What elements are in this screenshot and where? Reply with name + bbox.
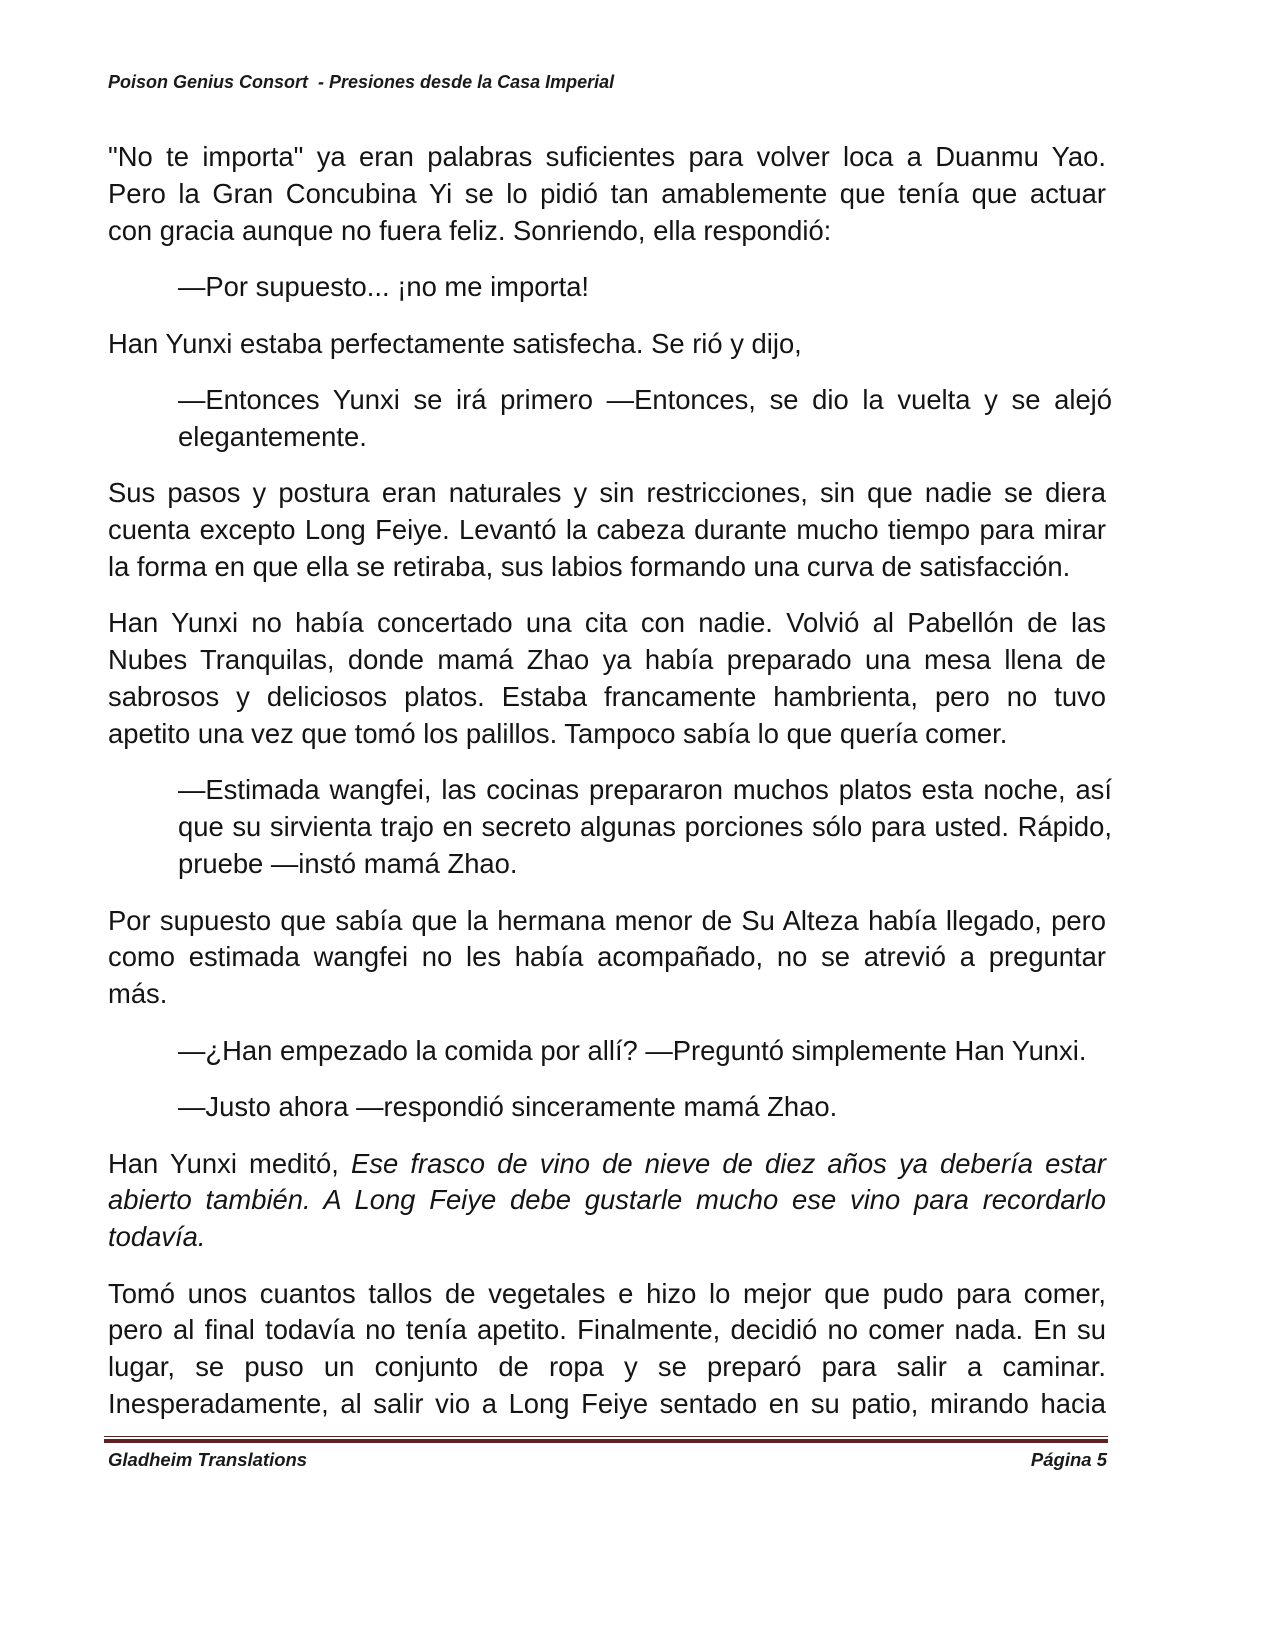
text-line: Pero la Gran Concubina Yi se lo pidió tan amablemente que tenía que actuar: [108, 177, 1106, 209]
text-line: Han Yunxi no había concertado una cita con nadie. Volvió al Pabellón de las: [108, 607, 1106, 639]
paragraph: [108, 326, 1106, 363]
italic-thought: Ese frasco de vino de nieve de diez años ya debería estar: [351, 1147, 1106, 1179]
running-header: Poison Genius Consort - Presiones desde la Casa Imperial: [108, 72, 615, 92]
text-line: la forma en que ella se retiraba, sus labios formando una curva de satisfacción.: [108, 550, 1071, 582]
text-line: —Por supuesto... ¡no me importa!: [178, 271, 590, 303]
text-line: Inesperadamente, al salir vio a Long Feiye sentado en su patio, mirando hacia: [108, 1388, 1106, 1420]
text-line: elegantemente.: [178, 420, 367, 452]
paragraph: [108, 605, 1106, 752]
dialogue-paragraph: [178, 1033, 1112, 1070]
text-line: Nubes Tranquilas, donde mamá Zhao ya había preparado una mesa llena de: [108, 644, 1106, 676]
paragraph: [108, 903, 1106, 1014]
page-number: Página 5: [1030, 1449, 1107, 1470]
text-line: como estimada wangfei no les había acompañado, no se atrevió a preguntar: [108, 941, 1106, 973]
text-line: Tomó unos cuantos tallos de vegetales e hizo lo mejor que pudo para comer,: [108, 1277, 1106, 1309]
paragraph: [108, 1276, 1106, 1423]
text-line: —Estimada wangfei, las cocinas prepararon muchos platos esta noche, así: [178, 774, 1112, 806]
text-line: pruebe —instó mamá Zhao.: [178, 848, 518, 880]
text-line: Sus pasos y postura eran naturales y sin restricciones, sin que nadie se diera: [108, 477, 1106, 509]
dialogue-paragraph: [178, 382, 1112, 456]
paragraph: [108, 139, 1106, 250]
text-line: Han Yunxi estaba perfectamente satisfecha. Se rió y dijo,: [108, 327, 802, 359]
footer-rule-thin: [104, 1436, 1108, 1437]
text-line: Por supuesto que sabía que la hermana menor de Su Alteza había llegado, pero: [108, 904, 1106, 936]
italic-thought-line: todavía.: [108, 1221, 206, 1253]
paragraph: [108, 1146, 1106, 1257]
footer-credit: Gladheim Translations: [108, 1449, 308, 1470]
italic-thought-line: abierto también. A Long Feiye debe gustarle mucho ese vino para recordarlo: [108, 1184, 1106, 1216]
text-line: —Entonces Yunxi se irá primero —Entonces, se dio la vuelta y se alejó: [178, 384, 1112, 415]
text-line: más.: [108, 978, 168, 1010]
dialogue-paragraph: [178, 269, 1112, 306]
text-line: [108, 1146, 1106, 1183]
text-line: cuenta excepto Long Feiye. Levantó la cabeza durante mucho tiempo para mirar: [108, 514, 1106, 546]
text-line: sabrosos y deliciosos platos. Estaba francamente hambrienta, pero no tuvo: [108, 681, 1106, 713]
text-line: con gracia aunque no fuera feliz. Sonriendo, ella respondió:: [108, 214, 832, 246]
narration-text: Han Yunxi meditó,: [108, 1147, 339, 1179]
page-body: [108, 139, 1112, 1443]
text-line: —Justo ahora —respondió sinceramente mamá Zhao.: [178, 1091, 838, 1123]
text-line: pero al final todavía no tenía apetito. Finalmente, decidió no comer nada. En su: [108, 1314, 1106, 1346]
text-line: que su sirvienta trajo en secreto algunas porciones sólo para usted. Rápido,: [178, 811, 1112, 843]
footer-rule-thick: [104, 1439, 1108, 1443]
paragraph: [108, 475, 1106, 586]
dialogue-paragraph: [178, 1089, 1112, 1126]
dialogue-paragraph: [178, 772, 1112, 883]
text-line: "No te importa" ya eran palabras suficientes para volver loca a Duanmu Yao.: [108, 141, 1106, 172]
text-line: apetito una vez que tomó los palillos. Tampoco sabía lo que quería comer.: [108, 717, 1008, 749]
text-line: —¿Han empezado la comida por allí? —Preguntó simplemente Han Yunxi.: [178, 1034, 1087, 1066]
text-line: lugar, se puso un conjunto de ropa y se preparó para salir a caminar.: [108, 1351, 1106, 1383]
